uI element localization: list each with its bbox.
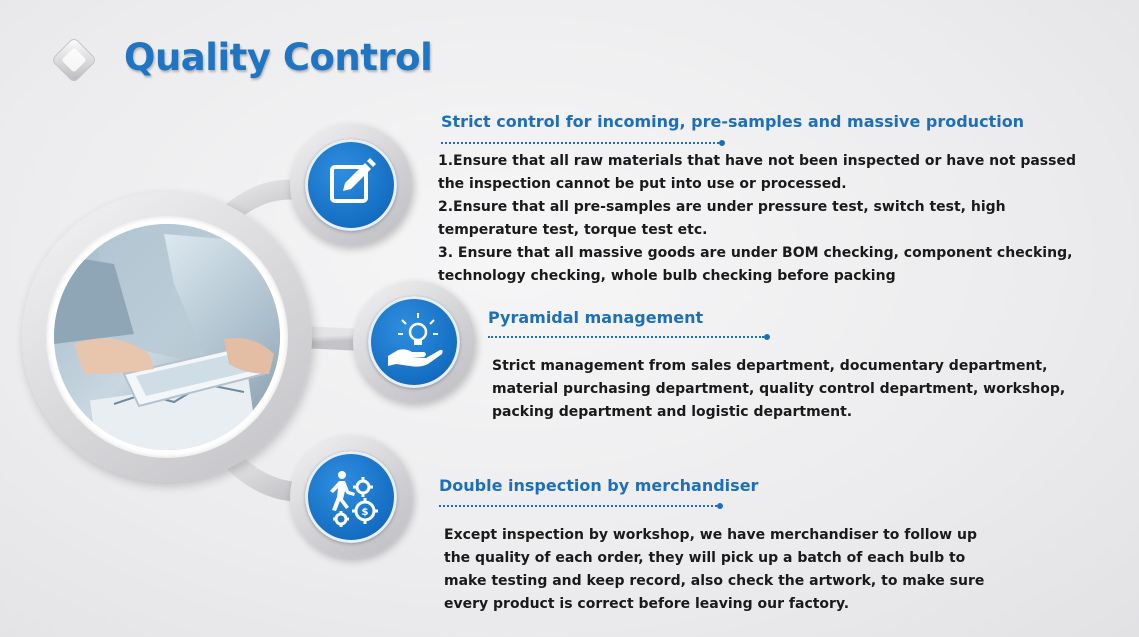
section-heading-incoming-control: Strict control for incoming, pre-samples and massive production (441, 112, 1025, 131)
heading-underline (441, 142, 719, 144)
section-body-double-inspection (444, 524, 1004, 616)
tablet-user-photo (54, 224, 280, 450)
section-heading-double-inspection: Double inspection by merchandiser (439, 476, 759, 495)
paragraph-management-departments: Strict management from sales department, documentary department, material purchasing department, quality control department, workshop, packing department and logistic department. (492, 358, 1066, 420)
paragraph-pre-samples: 2.Ensure that all pre-samples are under pressure test, switch test, high temperature test, torque test etc. (438, 199, 1006, 238)
underline-dot (719, 140, 725, 146)
paragraph-raw-materials: 1.Ensure that all raw materials that have not been inspected or have not passed the inspection cannot be put into use or processed. (438, 153, 1076, 192)
section-body-pyramidal-management (492, 355, 1067, 424)
person-gears-icon (305, 451, 397, 543)
page-title: Quality Control (124, 36, 433, 79)
lightbulb-hand-icon (368, 296, 460, 388)
underline-dot (717, 503, 723, 509)
underline-dot (764, 334, 770, 340)
svg-text:$: $ (361, 507, 369, 518)
paragraph-merchandiser-inspection: Except inspection by workshop, we have merchandiser to follow up the quality of each order, they will pick up a batch of each bulb to make testing and keep record, also check the artwork, to make sure every product is correct before leaving our factory. (444, 527, 985, 612)
section-heading-pyramidal-management: Pyramidal management (488, 308, 704, 327)
paragraph-massive-goods: 3. Ensure that all massive goods are under BOM checking, component checking, technology checking, whole bulb checking before packing (438, 245, 1073, 284)
heading-underline (488, 336, 764, 338)
edit-icon (305, 139, 397, 231)
section-body-incoming-control (438, 150, 1078, 288)
heading-underline (439, 505, 717, 507)
